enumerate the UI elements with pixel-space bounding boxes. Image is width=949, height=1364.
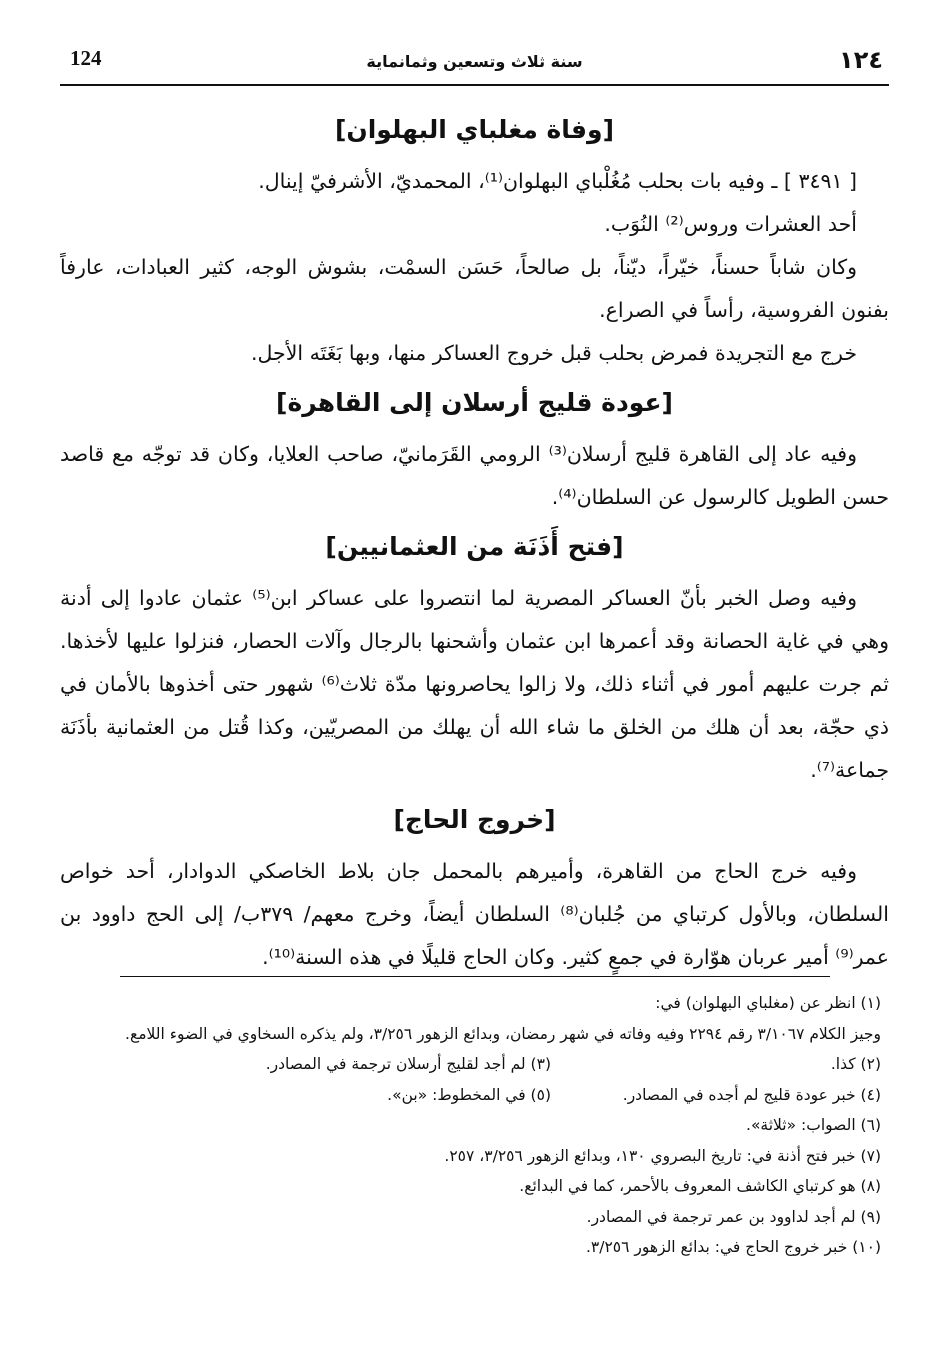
paragraph: خرج مع التجريدة فمرض بحلب قبل خروج العساكر منها، وبها بَغَتَه الأجل. bbox=[251, 341, 857, 365]
footnote-7: (٧) خبر فتح أذنة في: تاريخ البصروي ١٣٠، وبدائع الزهور ٣/٢٥٦، ٢٥٧. bbox=[444, 1146, 881, 1165]
paragraph: وفيه خرج الحاج من القاهرة، وأميرهم بالمحمل جان بلاط الخاصكي الدوادار، أحد خواص السلطان، وبالأول كرتباي من جُلبان⁽⁸⁾ السلطان أيضاً، وخرج معهم/ ٣٧٩ب/ إلى الحج داوود بن عمر⁽⁹⁾ أمير عربان هوّارة في جمعٍ كثير. وكان الحاج قليلًا في هذه السنة⁽¹⁰⁾. bbox=[60, 859, 889, 969]
footnote-1-continuation: وجيز الكلام ٣/١٠٦٧ رقم ٢٢٩٤ وفيه وفاته في شهر رمضان، وبدائع الزهور ٣/٢٥٦، ولم يذكره السخاوي في الضوء اللامع. bbox=[125, 1024, 881, 1043]
entry-3491: [ ٣٤٩١ ] ـ وفيه بات بحلب مُغُلْباي البهلوان⁽¹⁾، المحمديّ، الأشرفيّ إينال. bbox=[258, 169, 857, 193]
section-heading-qilij: [عودة قليج أرسلان إلى القاهرة] bbox=[276, 388, 673, 417]
footnote-row bbox=[60, 1080, 889, 1111]
footnote-2: (٢) كذا. bbox=[830, 1055, 881, 1073]
footnote-8: (٨) هو كرتباي الكاشف المعروف بالأحمر، كما في البدائع. bbox=[519, 1177, 881, 1195]
page-header bbox=[60, 44, 889, 90]
page-number-arabic: ١٢٤ bbox=[839, 46, 883, 74]
footnote-6: (٦) الصواب: «ثلاثة». bbox=[746, 1116, 881, 1134]
paragraph: أحد العشرات وروس⁽²⁾ النُوَب. bbox=[604, 212, 857, 236]
footnote-5: (٥) في المخطوط: «بن». bbox=[387, 1085, 551, 1104]
footnote-rule bbox=[120, 976, 830, 977]
footnote-row bbox=[60, 1049, 889, 1080]
footnote-4: (٤) خبر عودة قليج لم أجده في المصادر. bbox=[622, 1085, 881, 1104]
paragraph: وفيه وصل الخبر بأنّ العساكر المصرية لما انتصروا على عساكر ابن⁽⁵⁾ عثمان عادوا إلى أدنة وهي في غاية الحصانة وقد أعمرها ابن عثمان وأشحنها بالرجال وآلات الحصار، فنزلوا عليها لأخذها. ثم جرت عليهم أمور في أثناء ذلك، ولا زالوا يحاصرونها مدّة ثلاث⁽⁶⁾ شهور حتى أخذوها بالأمان في ذي حجّة، بعد أن هلك من الخلق ما شاء الله أن يهلك من المصريّين، وكذا قُتل من العثمانية بأذَنَة جماعة⁽⁷⁾. bbox=[60, 586, 890, 782]
footnote-9: (٩) لم أجد لداوود بن عمر ترجمة في المصادر. bbox=[586, 1207, 881, 1226]
header-rule bbox=[60, 84, 889, 86]
running-title: سنة ثلاث وتسعين وثمانماية bbox=[366, 52, 583, 71]
section-heading-maghlabay: [وفاة مغلباي البهلوان] bbox=[334, 115, 615, 144]
section-heading-hajj: [خروج الحاج] bbox=[393, 805, 556, 834]
footnote-10: (١٠) خبر خروج الحاج في: بدائع الزهور ٣/٢٥٦. bbox=[585, 1238, 881, 1256]
paragraph: وفيه عاد إلى القاهرة قليج أرسلان⁽³⁾ الرومي القَرَمانيّ، صاحب العلايا، وكان قد توجّه مع قاصد حسن الطويل كالرسول عن السلطان⁽⁴⁾. bbox=[60, 442, 889, 509]
paragraph: وكان شاباً حسناً، خيّراً، ديّناً، بل صالحاً، حَسَن السمْت، بشوش الوجه، كثير العبادات، عارفاً بفنون الفروسية، رأساً في الصراع. bbox=[60, 255, 889, 322]
page-number-latin: 124 bbox=[70, 46, 102, 70]
section-heading-adana: [فتح أَذَنَة من العثمانيين] bbox=[325, 532, 624, 561]
footnote-3: (٣) لم أجد لقليج أرسلان ترجمة في المصادر. bbox=[265, 1055, 551, 1073]
footnote-1: (١) انظر عن (مغلباي البهلوان) في: bbox=[655, 994, 881, 1012]
footnotes bbox=[60, 988, 889, 1263]
main-text bbox=[60, 102, 889, 979]
